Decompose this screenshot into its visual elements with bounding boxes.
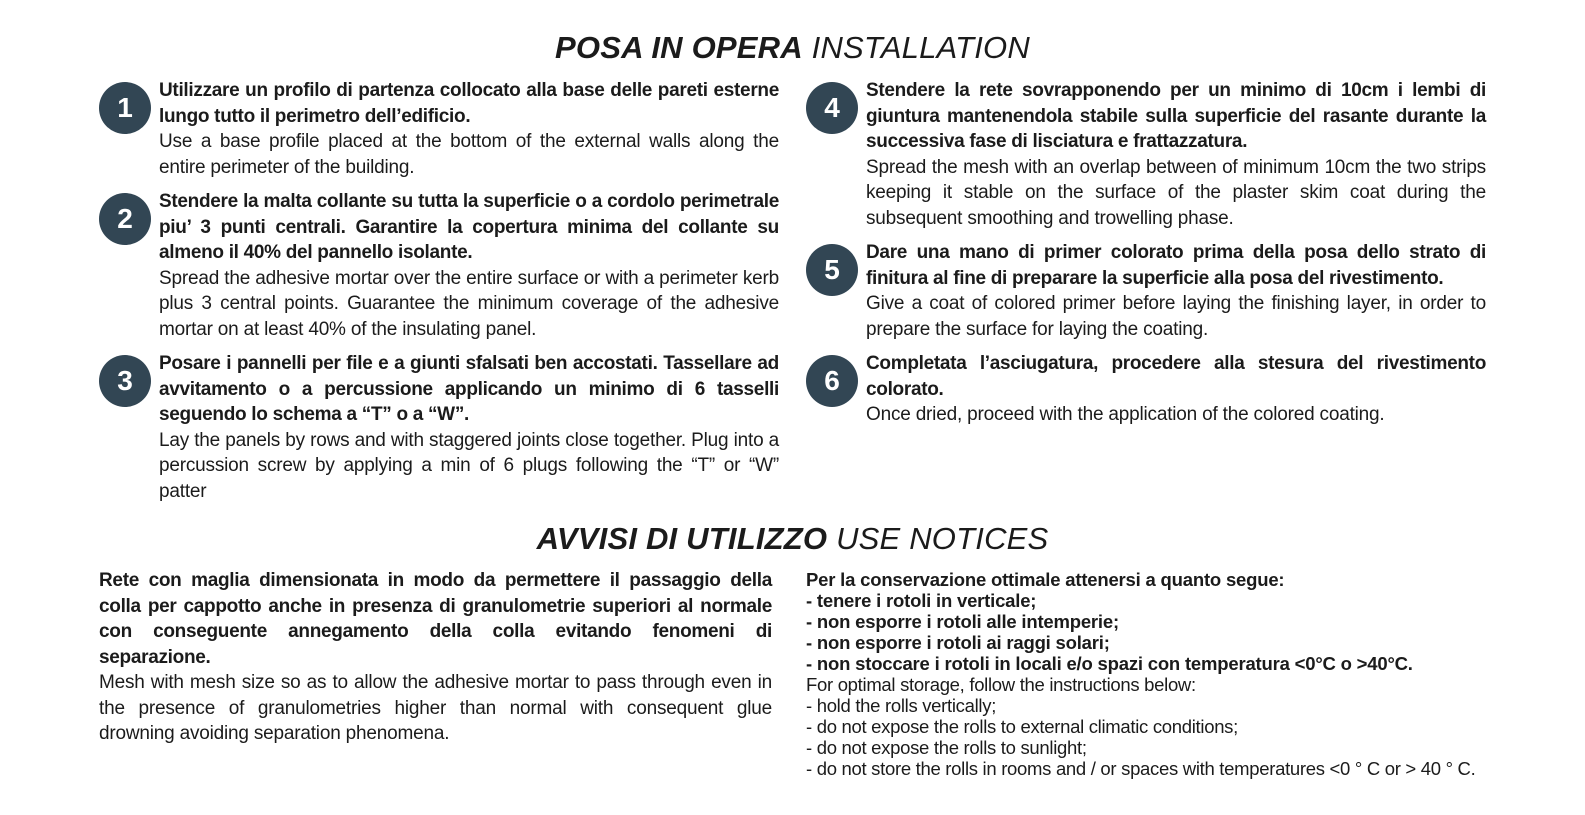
mesh-notice xyxy=(99,568,772,747)
step-text-en: Lay the panels by rows and with staggered joints close together. Plug into a percussion screw by applying a min of 6 plugs following the “T” or “W” patter xyxy=(159,429,779,502)
notices-heading xyxy=(0,521,1585,557)
step-number-badge: 3 xyxy=(99,355,151,407)
step-number-badge: 4 xyxy=(806,82,858,134)
installation-step-5 xyxy=(806,240,1486,342)
step-text-en: Once dried, proceed with the application of the colored coating. xyxy=(866,404,1385,425)
step-number-badge: 5 xyxy=(806,244,858,296)
storage-line-en: - do not expose the rolls to sunlight; xyxy=(806,737,1087,758)
step-number-badge: 2 xyxy=(99,193,151,245)
step-text-en: Spread the adhesive mortar over the entire surface or with a perimeter kerb plus 3 central points. Guarantee the minimum coverage of the adhesive mortar on at least 40% of the insulating panel. xyxy=(159,267,779,340)
mesh-notice-it: Rete con maglia dimensionata in modo da permettere il passaggio della colla per cappotto anche in presenza di granulometrie superiori al normale con conseguente annegamento della colla evitando fenomeni di separazione. xyxy=(99,570,772,668)
installation-step-1 xyxy=(99,78,779,180)
installation-heading xyxy=(0,30,1585,66)
storage-line-it: - non esporre i rotoli alle intemperie; xyxy=(806,611,1119,632)
installation-step-2 xyxy=(99,189,779,342)
storage-line-it: - non stoccare i rotoli in locali e/o spazi con temperatura <0°C o >40°C. xyxy=(806,653,1413,674)
step-text-en: Spread the mesh with an overlap between of minimum 10cm the two strips keeping it stable on the surface of the plaster skim coat during the subsequent smoothing and trowelling phase. xyxy=(866,156,1486,229)
storage-line-en: - hold the rolls vertically; xyxy=(806,695,997,716)
step-text-it: Utilizzare un profilo di partenza collocato alla base delle pareti esterne lungo tutto il perimetro dell’edificio. xyxy=(159,80,779,127)
storage-line-en: - do not expose the rolls to external climatic conditions; xyxy=(806,716,1238,737)
step-number-badge: 6 xyxy=(806,355,858,407)
step-number-badge: 1 xyxy=(99,82,151,134)
installation-step-4 xyxy=(806,78,1486,231)
step-text-it: Posare i pannelli per file e a giunti sfalsati ben accostati. Tassellare ad avvitamento o a percussione applicando un minimo di 6 tasselli seguendo lo schema a “T” o a “W”. xyxy=(159,353,779,425)
notices-title-en: USE NOTICES xyxy=(836,521,1049,556)
step-text-it: Stendere la rete sovrapponendo per un minimo di 10cm i lembi di giuntura mantenendola stabile sulla superficie del rasante durante la successiva fase di lisciatura e frattazzatura. xyxy=(866,80,1486,152)
step-text-it: Stendere la malta collante su tutta la superficie o a cordolo perimetrale piu’ 3 punti centrali. Garantire la copertura minima del collante su almeno il 40% del pannello isolante. xyxy=(159,191,779,263)
mesh-notice-en: Mesh with mesh size so as to allow the adhesive mortar to pass through even in the presence of granulometries higher than normal with consequent glue drowning avoiding separation phenomena. xyxy=(99,672,772,744)
storage-notice xyxy=(806,569,1475,779)
installation-step-6 xyxy=(806,351,1486,428)
step-text-it: Completata l’asciugatura, procedere alla stesura del rivestimento colorato. xyxy=(866,353,1486,400)
installation-title-en: INSTALLATION xyxy=(811,30,1030,65)
notices-title-it: AVVISI DI UTILIZZO xyxy=(536,521,828,556)
step-text-en: Use a base profile placed at the bottom of the external walls along the entire perimeter of the building. xyxy=(159,131,779,178)
installation-title-it: POSA IN OPERA xyxy=(555,30,803,65)
storage-line-en: For optimal storage, follow the instructions below: xyxy=(806,674,1196,695)
storage-line-it: - tenere i rotoli in verticale; xyxy=(806,590,1037,611)
step-text-en: Give a coat of colored primer before laying the finishing layer, in order to prepare the surface for laying the coating. xyxy=(866,293,1486,340)
installation-step-3 xyxy=(99,351,779,504)
storage-line-en: - do not store the rolls in rooms and / or spaces with temperatures <0 ° C or > 40 ° C. xyxy=(806,758,1476,779)
storage-line-it: - non esporre i rotoli ai raggi solari; xyxy=(806,632,1110,653)
storage-line-it: Per la conservazione ottimale attenersi a quanto segue: xyxy=(806,569,1285,590)
step-text-it: Dare una mano di primer colorato prima della posa dello strato di finitura al fine di preparare la superficie alla posa del rivestimento. xyxy=(866,242,1486,289)
